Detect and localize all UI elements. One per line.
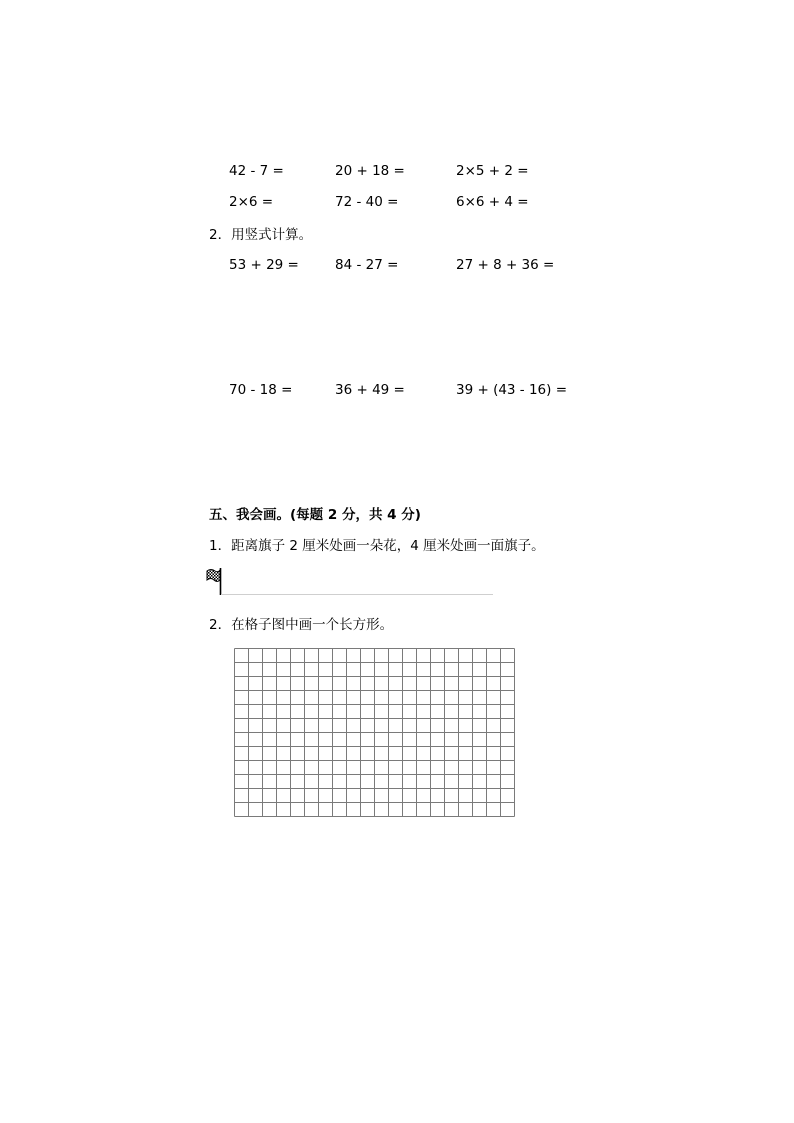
oral-calc-4: 2×6 = <box>229 194 274 210</box>
flag-icon <box>205 566 225 596</box>
vertical-calc-2: 84 - 27 = <box>335 257 399 273</box>
oral-calc-1: 42 - 7 = <box>229 163 284 179</box>
q2-title: 2．用竖式计算。 <box>209 227 313 243</box>
draw-q1-text: 1．距离旗子 2 厘米处画一朵花，4 厘米处画一面旗子。 <box>209 538 545 554</box>
vertical-calc-4: 70 - 18 = <box>229 382 293 398</box>
vertical-calc-1: 53 + 29 = <box>229 257 299 273</box>
vertical-calc-5: 36 + 49 = <box>335 382 405 398</box>
vertical-calc-6: 39 + (43 - 16) = <box>456 382 568 398</box>
vertical-calc-3: 27 + 8 + 36 = <box>456 257 555 273</box>
draw-q2-text: 2．在格子图中画一个长方形。 <box>209 617 394 633</box>
drawing-grid[interactable] <box>234 648 516 818</box>
oral-calc-6: 6×6 + 4 = <box>456 194 529 210</box>
oral-calc-3: 2×5 + 2 = <box>456 163 529 179</box>
oral-calc-2: 20 + 18 = <box>335 163 405 179</box>
oral-calc-5: 72 - 40 = <box>335 194 399 210</box>
section5-heading: 五、我会画。(每题 2 分，共 4 分) <box>209 507 421 523</box>
ruler-baseline <box>221 594 493 595</box>
